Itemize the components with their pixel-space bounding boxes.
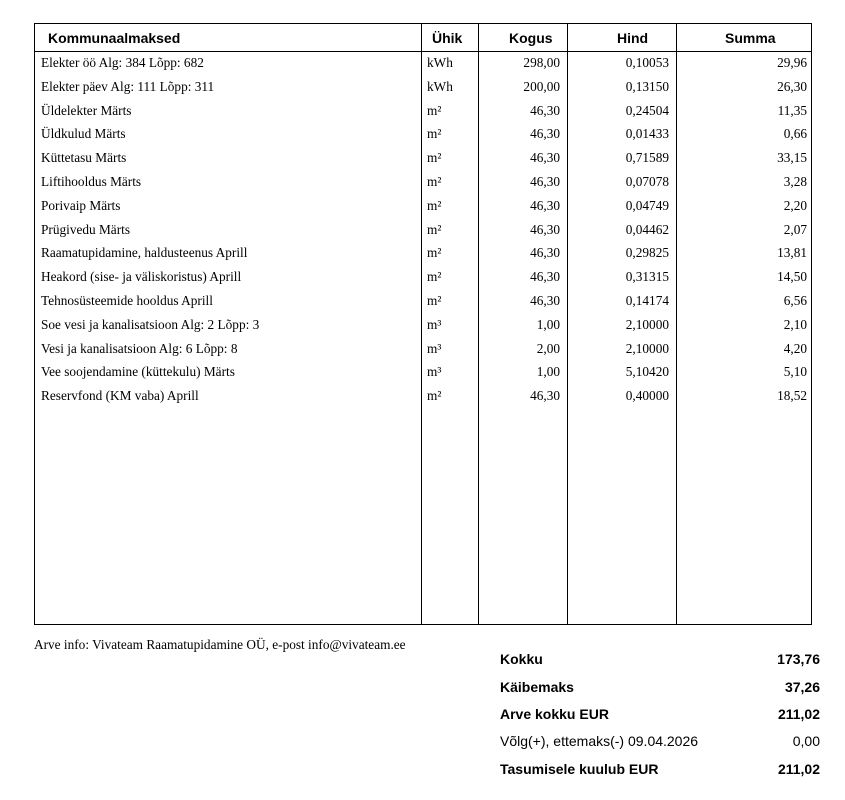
cell-unit: kWh — [427, 78, 453, 94]
debt-label: Võlg(+), ettemaks(-) 09.04.2026 — [500, 733, 699, 749]
cell-name: Liftihooldus Märts — [41, 174, 142, 189]
total-row-vat — [500, 679, 820, 701]
cell-qty: 46,30 — [530, 293, 560, 308]
invoice-total-value: 211,02 — [777, 706, 820, 722]
cell-price: 2,10000 — [625, 316, 669, 332]
cell-unit: m² — [427, 197, 442, 213]
vat-value: 37,26 — [784, 679, 820, 695]
table-row — [35, 361, 811, 385]
cell-sum: 33,15 — [777, 150, 807, 166]
cell-name: Elekter öö Alg: 384 Lõpp: 682 — [41, 55, 204, 70]
cell-name: Elekter päev Alg: 111 Lõpp: 311 — [41, 78, 215, 94]
total-row-kokku — [500, 651, 820, 673]
table-row — [35, 123, 811, 147]
cell-sum: 2,10 — [783, 316, 807, 332]
cell-unit: m² — [427, 150, 442, 166]
cell-unit: m² — [427, 221, 442, 237]
cell-sum: 2,20 — [783, 197, 807, 213]
table-header — [35, 24, 811, 52]
cell-unit: m² — [427, 102, 442, 118]
cell-name: Raamatupidamine, haldusteenus Aprill — [41, 245, 248, 261]
cell-name: Soe vesi ja kanalisatsioon Alg: 2 Lõpp: 3 — [41, 316, 260, 332]
cell-unit: m³ — [427, 316, 442, 332]
header-name: Kommunaalmaksed — [48, 30, 181, 46]
total-row-payable — [500, 761, 820, 783]
cell-unit: m² — [427, 174, 442, 189]
cell-price: 0,29825 — [625, 245, 669, 261]
cell-qty: 46,30 — [530, 126, 560, 142]
cell-unit: m² — [427, 293, 442, 308]
header-unit: Ühik — [432, 30, 463, 46]
cell-sum: 0,66 — [783, 126, 807, 142]
cell-qty: 46,30 — [530, 245, 560, 261]
cell-qty: 298,00 — [523, 55, 560, 70]
total-row-invoice — [500, 706, 820, 728]
cell-price: 0,24504 — [625, 102, 669, 118]
total-value: 173,76 — [777, 651, 820, 667]
cell-qty: 200,00 — [523, 78, 560, 94]
cell-qty: 46,30 — [530, 150, 560, 166]
cell-unit: m² — [427, 269, 442, 285]
cell-price: 0,13150 — [625, 78, 669, 94]
cell-sum: 2,07 — [783, 221, 807, 237]
cell-qty: 46,30 — [530, 197, 560, 213]
cell-qty: 46,30 — [530, 174, 560, 189]
cell-sum: 11,35 — [777, 102, 807, 118]
cell-price: 0,10053 — [625, 55, 669, 70]
cell-price: 2,10000 — [625, 340, 669, 356]
cell-price: 0,31315 — [625, 269, 669, 285]
cell-unit: m³ — [427, 340, 442, 356]
table-row — [35, 338, 811, 362]
cell-name: Reservfond (KM vaba) Aprill — [41, 388, 199, 404]
table-row — [35, 52, 811, 76]
cell-sum: 3,28 — [783, 174, 807, 189]
table-row — [35, 171, 811, 195]
table-row — [35, 100, 811, 124]
cell-sum: 14,50 — [777, 269, 807, 285]
debt-value: 0,00 — [792, 733, 820, 749]
cell-name: Vesi ja kanalisatsioon Alg: 6 Lõpp: 8 — [41, 340, 238, 356]
cell-price: 0,71589 — [625, 150, 669, 166]
header-sum: Summa — [725, 30, 776, 46]
cell-unit: kWh — [427, 55, 453, 70]
cell-name: Üldelekter Märts — [41, 102, 132, 118]
cell-qty: 1,00 — [536, 316, 560, 332]
cell-sum: 6,56 — [783, 293, 807, 308]
cell-unit: m² — [427, 388, 442, 404]
header-qty: Kogus — [509, 30, 553, 46]
cell-price: 5,10420 — [625, 364, 669, 380]
cell-name: Prügivedu Märts — [41, 221, 131, 237]
table-row — [35, 385, 811, 409]
cell-sum: 26,30 — [777, 78, 807, 94]
cell-name: Küttetasu Märts — [41, 150, 127, 166]
table-row — [35, 290, 811, 314]
table-row — [35, 76, 811, 100]
cell-qty: 1,00 — [536, 364, 560, 380]
cell-price: 0,07078 — [625, 174, 669, 189]
cell-unit: m² — [427, 245, 442, 261]
payable-label: Tasumisele kuulub EUR — [500, 761, 659, 777]
cell-sum: 29,96 — [777, 55, 807, 70]
vat-label: Käibemaks — [500, 679, 574, 695]
cell-price: 0,01433 — [625, 126, 669, 142]
cell-name: Üldkulud Märts — [41, 126, 126, 142]
total-label: Kokku — [500, 651, 543, 667]
cell-qty: 2,00 — [536, 340, 560, 356]
cell-price: 0,14174 — [625, 293, 669, 308]
table-row — [35, 314, 811, 338]
cell-price: 0,04462 — [625, 221, 669, 237]
invoice-info: Arve info: Vivateam Raamatupidamine OÜ, e-post info@vivateam.ee — [34, 637, 406, 652]
total-row-debt — [500, 733, 820, 755]
invoice-total-label: Arve kokku EUR — [500, 706, 609, 722]
table-row — [35, 147, 811, 171]
table-row — [35, 266, 811, 290]
cell-price: 0,40000 — [625, 388, 669, 404]
cell-unit: m³ — [427, 364, 442, 380]
cell-name: Heakord (sise- ja väliskoristus) Aprill — [41, 269, 242, 285]
cell-sum: 13,81 — [777, 245, 807, 261]
table-row — [35, 195, 811, 219]
cell-price: 0,04749 — [625, 197, 669, 213]
header-price: Hind — [617, 30, 649, 46]
payable-value: 211,02 — [777, 761, 820, 777]
cell-qty: 46,30 — [530, 221, 560, 237]
cell-sum: 18,52 — [777, 388, 807, 404]
cell-sum: 5,10 — [783, 364, 807, 380]
cell-qty: 46,30 — [530, 269, 560, 285]
cell-name: Tehnosüsteemide hooldus Aprill — [41, 293, 213, 308]
cell-qty: 46,30 — [530, 388, 560, 404]
cell-unit: m² — [427, 126, 442, 142]
table-row — [35, 242, 811, 266]
charges-table — [34, 23, 812, 625]
table-row — [35, 219, 811, 243]
cell-name: Porivaip Märts — [41, 197, 121, 213]
cell-sum: 4,20 — [783, 340, 807, 356]
cell-name: Vee soojendamine (küttekulu) Märts — [41, 364, 235, 380]
cell-qty: 46,30 — [530, 102, 560, 118]
